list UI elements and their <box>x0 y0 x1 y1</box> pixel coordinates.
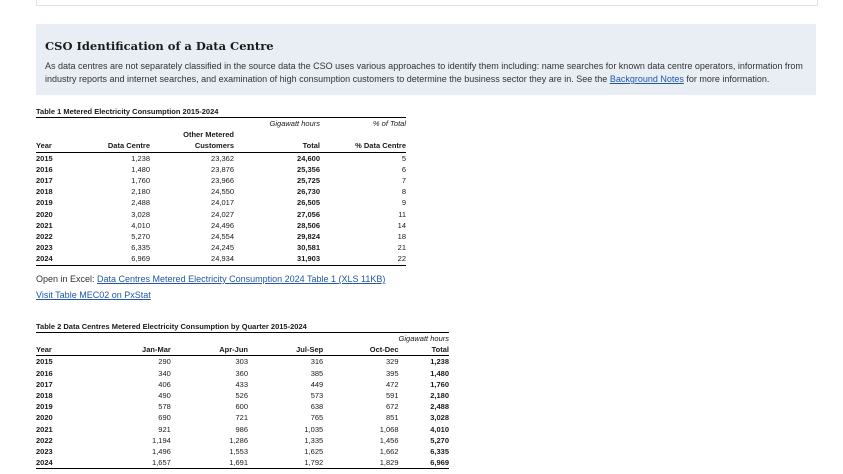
table1-row <box>36 231 406 242</box>
table1-cell: 2024 <box>36 253 78 265</box>
table2-cell: 638 <box>310 402 324 412</box>
excel-download-line <box>36 274 385 284</box>
table2-cell: 851 <box>385 413 399 423</box>
description-text-end: for more information. <box>683 74 770 84</box>
table1-cell: 23,876 <box>211 164 234 174</box>
table1-cell: 21 <box>397 243 406 253</box>
table2-cell: 2024 <box>36 457 77 469</box>
table2-cell: 1,335 <box>304 435 324 445</box>
table1-cell: 2,488 <box>131 198 150 208</box>
table1-cell: 25,356 <box>297 164 320 174</box>
table2-cell: 3,028 <box>430 413 449 423</box>
table2-unit-header: Gigawatt hours <box>398 334 449 343</box>
table2-cell: 329 <box>385 357 399 367</box>
table2-cell: 340 <box>158 368 171 378</box>
table1-row <box>36 253 406 265</box>
table1-cell: 24,600 <box>297 153 320 163</box>
table1-cell: 8 <box>401 187 406 197</box>
table2-row <box>36 401 449 412</box>
table2-row <box>36 435 449 446</box>
table2-cell: 1,496 <box>152 447 171 457</box>
table2-cell: 2021 <box>36 424 53 434</box>
table1-cell: 22 <box>320 253 406 265</box>
table1-cell: 2021 <box>36 220 53 230</box>
table2-cell: 385 <box>310 368 324 378</box>
table2-cell: 1,035 <box>304 424 324 434</box>
table2-cell: 1,286 <box>229 435 248 445</box>
table2-cell: 2016 <box>36 368 53 378</box>
table2-cell: 360 <box>235 368 248 378</box>
table2-header-jan-mar: Jan-Mar <box>77 344 171 356</box>
table2-cell: 765 <box>310 413 324 423</box>
table1-cell: 2016 <box>36 164 53 174</box>
table2-cell: 1,691 <box>171 457 248 469</box>
table2-row <box>36 457 449 469</box>
table2 <box>36 332 449 469</box>
table1-cell: 14 <box>397 220 406 230</box>
table2-cell: 2018 <box>36 391 53 401</box>
table1-cell: 7 <box>401 176 406 186</box>
table2-cell: 2015 <box>36 357 53 367</box>
table1-cell: 4,010 <box>131 220 150 230</box>
table2-cell: 1,456 <box>379 435 399 445</box>
table2-cell: 1,792 <box>248 457 323 469</box>
table1-cell: 24,496 <box>211 220 234 230</box>
table2-cell: 4,010 <box>430 424 449 434</box>
table1-cell: 2023 <box>36 243 53 253</box>
table2-row <box>36 379 449 390</box>
table1-header-customers: Customers <box>150 140 234 152</box>
excel-prefix: Open in Excel: <box>36 274 98 284</box>
table1-cell: 29,824 <box>297 232 320 242</box>
table2-cell: 2017 <box>36 379 53 389</box>
table1-caption: Table 1 Metered Electricity Consumption 2015-2024 <box>36 107 219 116</box>
table2-cell: 1,662 <box>379 447 399 457</box>
table1-cell: 2022 <box>36 232 53 242</box>
table2-cell: 2,488 <box>430 402 449 412</box>
table1-cell: 31,903 <box>234 253 320 265</box>
table1-cell: 23,362 <box>211 153 234 163</box>
table2-row <box>36 368 449 379</box>
table1-cell: 2,180 <box>131 187 150 197</box>
table2-cell: 591 <box>385 391 399 401</box>
table2-caption: Table 2 Data Centres Metered Electricity Consumption by Quarter 2015-2024 <box>36 322 307 331</box>
table1-row <box>36 175 406 186</box>
table2-cell: 490 <box>158 391 171 401</box>
table1-cell: 6,969 <box>78 253 150 265</box>
pxstat-link[interactable]: Visit Table MEC02 on PxStat <box>36 290 151 300</box>
table1-header-total: Total <box>234 140 320 152</box>
table2-row <box>36 424 449 435</box>
table2-cell: 2020 <box>36 413 53 423</box>
table1-cell: 6,335 <box>131 243 150 253</box>
table1-cell: 2015 <box>36 153 53 163</box>
table1-cell: 6 <box>401 164 406 174</box>
table2-cell: 1,194 <box>152 435 171 445</box>
table2-cell: 1,068 <box>379 424 399 434</box>
table2-cell: 1,657 <box>77 457 171 469</box>
table1-unit-header: Gigawatt hours <box>234 118 320 130</box>
table2-cell: 690 <box>158 413 171 423</box>
table1-cell: 2017 <box>36 176 53 186</box>
table2-cell: 578 <box>158 402 171 412</box>
table2-cell: 449 <box>310 379 324 389</box>
table2-cell: 1,760 <box>430 379 449 389</box>
table2-cell: 6,969 <box>399 457 450 469</box>
table1-cell: 23,966 <box>211 176 234 186</box>
table2-cell: 921 <box>158 424 171 434</box>
table1-row <box>36 186 406 197</box>
table1-row <box>36 209 406 220</box>
description-text: As data centres are not separately classified in the source data the CSO uses various approaches to identify them including: name searches for known data centre operators, information from industry reports and internet searches, and examination of high consumption customers to determine the business sector they are in. See the <box>45 61 803 84</box>
table2-cell: 472 <box>385 379 399 389</box>
table2-cell: 1,625 <box>304 447 324 457</box>
table2-cell: 2023 <box>36 447 53 457</box>
table1-cell: 26,505 <box>297 198 320 208</box>
table1-cell: 5 <box>401 153 406 163</box>
table2-cell: 6,335 <box>430 447 449 457</box>
table2-header-year: Year <box>36 344 77 356</box>
table1-cell: 2018 <box>36 187 53 197</box>
table2-cell: 1,553 <box>229 447 248 457</box>
table1-cell: 24,017 <box>211 198 234 208</box>
table1-cell: 24,554 <box>211 232 234 242</box>
table1-cell: 25,725 <box>297 176 320 186</box>
table1-header-data-centre: Data Centre <box>78 140 150 152</box>
table1-cell: 28,506 <box>297 220 320 230</box>
table2-cell: 316 <box>310 357 324 367</box>
table2-cell: 986 <box>235 424 248 434</box>
table1-cell: 1,238 <box>131 153 150 163</box>
table1-cell: 3,028 <box>131 209 150 219</box>
table2-cell: 2019 <box>36 402 53 412</box>
table1-cell: 2019 <box>36 198 53 208</box>
table2-row <box>36 412 449 423</box>
table1-row <box>36 197 406 208</box>
table1-header-other-metered: Other Metered <box>183 130 234 140</box>
table2-cell: 433 <box>235 379 248 389</box>
table1-cell: 18 <box>397 232 406 242</box>
previous-section-box <box>36 0 818 6</box>
table2-cell: 573 <box>310 391 324 401</box>
table1-cell: 24,550 <box>211 187 234 197</box>
table1-row <box>36 152 406 164</box>
table2-header-oct-dec: Oct-Dec <box>323 344 398 356</box>
pxstat-line <box>36 290 151 300</box>
table1-pct-header: % of Total <box>320 118 406 130</box>
table2-cell: 721 <box>235 413 248 423</box>
table2-header-apr-jun: Apr-Jun <box>171 344 248 356</box>
section-title: CSO Identification of a Data Centre <box>45 39 274 53</box>
section-description <box>45 60 807 86</box>
table2-cell: 672 <box>385 402 399 412</box>
table1-row <box>36 220 406 231</box>
table2-cell: 1,829 <box>323 457 398 469</box>
table1-header-year: Year <box>36 140 78 152</box>
table2-cell: 303 <box>235 357 248 367</box>
table1-cell: 1,760 <box>131 176 150 186</box>
table1-cell: 24,245 <box>211 243 234 253</box>
table2-row <box>36 390 449 401</box>
table1-row <box>36 242 406 253</box>
table1-cell: 1,480 <box>131 164 150 174</box>
table1-cell: 9 <box>401 198 406 208</box>
table2-cell: 2022 <box>36 435 53 445</box>
table2-row <box>36 356 449 368</box>
excel-download-link[interactable]: Data Centres Metered Electricity Consumption 2024 Table 1 (XLS 11KB) <box>97 274 386 284</box>
table1 <box>36 117 406 266</box>
table1-cell: 26,730 <box>297 187 320 197</box>
table1-cell: 24,027 <box>211 209 234 219</box>
table2-cell: 290 <box>158 357 171 367</box>
cso-identification-box <box>36 24 816 95</box>
table1-cell: 30,581 <box>297 243 320 253</box>
background-notes-link[interactable]: Background Notes <box>609 74 684 84</box>
table1-cell: 24,934 <box>150 253 234 265</box>
table2-cell: 526 <box>235 391 248 401</box>
table2-cell: 5,270 <box>430 435 449 445</box>
table1-cell: 27,056 <box>297 209 320 219</box>
table2-cell: 1,238 <box>430 357 449 367</box>
table2-cell: 2,180 <box>430 391 449 401</box>
table1-cell: 2020 <box>36 209 53 219</box>
table2-cell: 406 <box>158 379 171 389</box>
table2-header-total: Total <box>399 344 450 356</box>
table1-cell: 11 <box>398 209 406 219</box>
table2-cell: 1,480 <box>430 368 449 378</box>
table1-row <box>36 164 406 175</box>
table1-header-pct-data-centre: % Data Centre <box>320 140 406 152</box>
table2-cell: 600 <box>235 402 248 412</box>
table2-cell: 395 <box>385 368 399 378</box>
table1-cell: 5,270 <box>131 232 150 242</box>
table2-header-jul-sep: Jul-Sep <box>248 344 323 356</box>
table2-row <box>36 446 449 457</box>
